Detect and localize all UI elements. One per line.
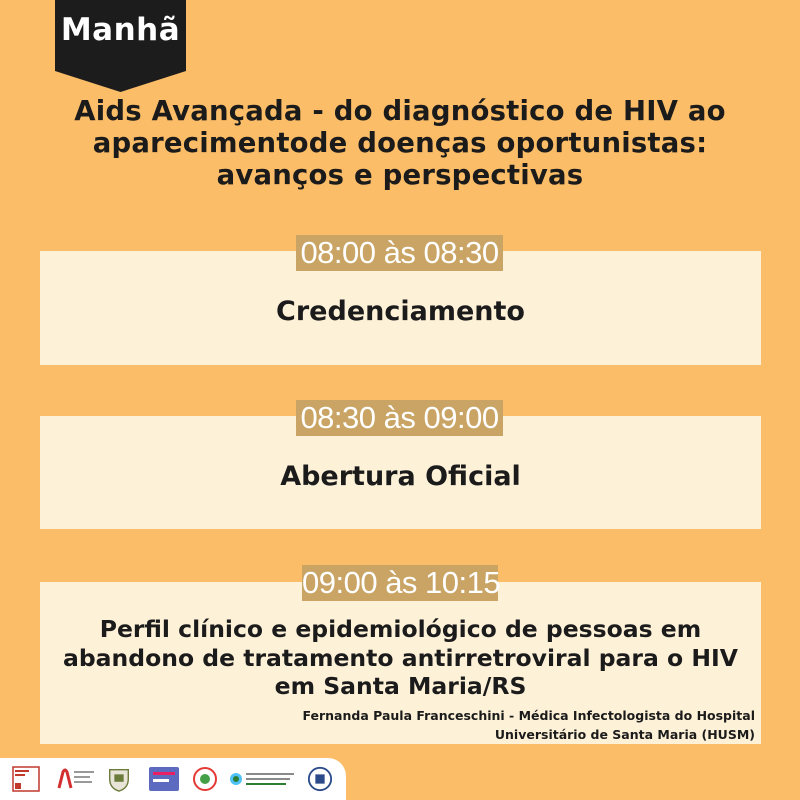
schedule-item-title: Credenciamento (276, 296, 525, 327)
speaker-credit (302, 706, 755, 744)
schedule-card-3 (40, 582, 761, 744)
time-tag-1: 08:00 às 08:30 (296, 235, 503, 271)
session-badge (55, 0, 186, 92)
time-tag-3: 09:00 às 10:15 (302, 565, 501, 600)
title-line: avanços e perspectivas (216, 159, 584, 191)
sponsor-logos-strip (0, 758, 346, 800)
session-label: Manhã (60, 12, 181, 48)
title-line: Aids Avançada - do diagnóstico de HIV ao (74, 95, 726, 127)
event-logo (12, 766, 40, 792)
title-line: aparecimentode doenças oportunistas: (92, 127, 708, 159)
university-seal-logo (306, 766, 334, 792)
page-title (40, 95, 760, 191)
talk-title (40, 615, 761, 701)
speaker-line: Fernanda Paula Franceschini - Médica Infectologista do Hospital (302, 708, 755, 723)
circle-logo (192, 766, 218, 792)
conference-logo (148, 766, 180, 792)
talk-title-line: abandono de tratamento antirretroviral para o HIV (63, 643, 738, 672)
talk-title-line: em Santa Maria/RS (274, 672, 527, 700)
speaker-line: Universitário de Santa Maria (HUSM) (494, 727, 755, 742)
ribbon-logo (52, 766, 96, 792)
schedule-item-title: Abertura Oficial (280, 461, 521, 492)
talk-title-line: Perfil clínico e epidemiológico de pessoas em (99, 615, 702, 643)
crest-logo (106, 766, 132, 792)
residency-logo (228, 766, 298, 792)
time-tag-2: 08:30 às 09:00 (296, 400, 503, 436)
